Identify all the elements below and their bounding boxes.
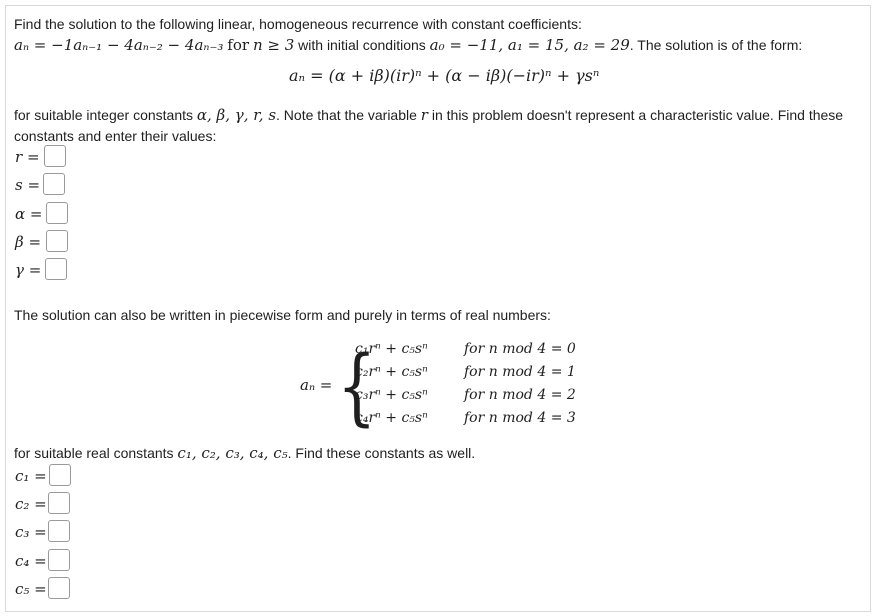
with-initial-text: with initial conditions [298,37,426,53]
constants-text-a: for suitable integer constants [14,107,193,123]
input-c2[interactable] [48,492,70,514]
input-c5[interactable] [48,577,70,599]
label-c1: c₁ = [15,467,47,485]
recurrence-line [14,36,802,54]
label-c2: c₂ = [15,495,47,513]
input-c3[interactable] [48,520,70,542]
form-text: . The solution is of the form: [629,37,803,53]
label-beta: β = [15,233,42,251]
constants-line-2: constants and enter their values: [14,128,217,144]
piecewise-lhs: aₙ = [300,376,333,394]
case-cond-0: for n mod 4 = 0 [464,341,576,357]
label-gamma: γ = [15,261,42,279]
intro-text: Find the solution to the following linear, homogeneous recurrence with constant coefficients: [14,16,582,32]
constants-vars: α, β, γ, r, s [196,106,277,124]
label-c5: c₅ = [15,580,47,598]
case-expr-0: c₁rⁿ + c₅sⁿ [355,341,428,357]
left-brace: { [337,336,377,436]
constants-r: r [420,106,428,124]
input-s[interactable] [43,173,65,195]
input-alpha[interactable] [46,202,68,224]
constants-text-b: . Note that the variable [276,107,417,123]
case-expr-3: c₄rⁿ + c₅sⁿ [355,410,428,426]
case-cond-1: for n mod 4 = 1 [464,364,576,380]
label-c4: c₄ = [15,552,47,570]
label-r: r = [15,148,40,166]
recurrence-equation: aₙ = −1aₙ₋₁ − 4aₙ₋₂ − 4aₙ₋₃ [14,36,224,54]
real-text-vars: c₁, c₂, c₃, c₄, c₅ [177,444,288,462]
input-c1[interactable] [49,464,71,486]
n-condition: n ≥ 3 [252,36,295,54]
constants-text-c: in this problem doesn't represent a characteristic value. Find these [431,107,844,123]
for-word: for [227,36,250,54]
real-text-a: for suitable real constants [14,445,174,461]
real-constants-line [14,444,475,462]
input-c4[interactable] [48,549,70,571]
constants-line-1 [14,106,843,124]
input-gamma[interactable] [45,258,67,280]
input-beta[interactable] [46,230,68,252]
case-expr-1: c₂rⁿ + c₅sⁿ [355,364,428,380]
solution-form-formula: aₙ = (α + iβ)(ir)ⁿ + (α − iβ)(−ir)ⁿ + γsⁿ [289,66,600,85]
case-cond-2: for n mod 4 = 2 [464,387,576,403]
input-r[interactable] [44,145,66,167]
real-text-b: . Find these constants as well. [287,445,476,461]
case-expr-2: c₃rⁿ + c₅sⁿ [355,387,428,403]
piecewise-intro: The solution can also be written in piecewise form and purely in terms of real numbers: [14,307,551,323]
label-s: s = [15,176,41,194]
case-cond-3: for n mod 4 = 3 [464,410,576,426]
label-c3: c₃ = [15,523,47,541]
initial-conditions: a₀ = −11, a₁ = 15, a₂ = 29 [429,36,630,54]
label-alpha: α = [15,205,43,223]
